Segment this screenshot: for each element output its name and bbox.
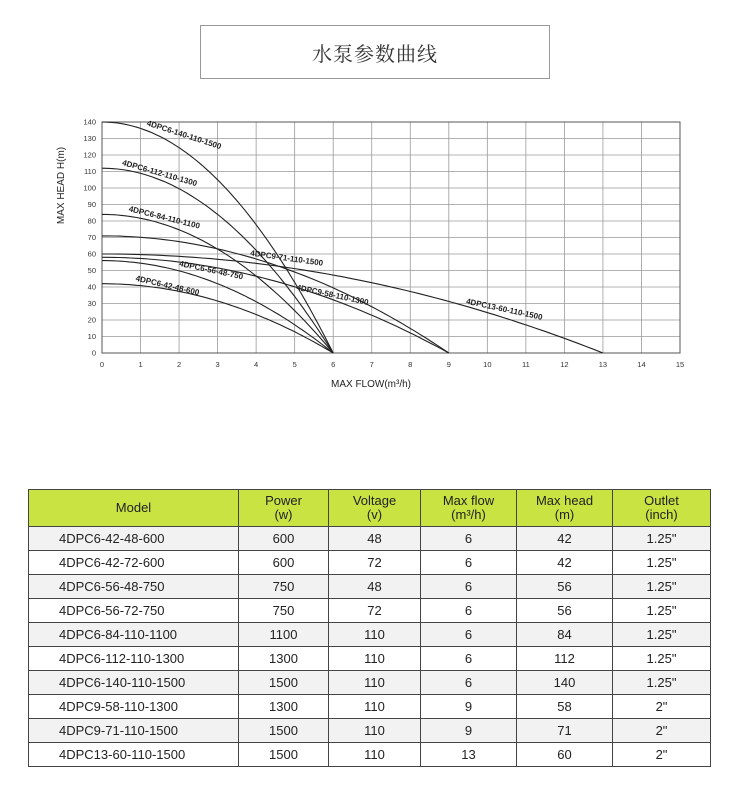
- value-cell: 72: [329, 599, 421, 623]
- y-tick-label: 100: [83, 183, 96, 193]
- header-label: Outlet: [644, 493, 679, 508]
- value-cell: 6: [421, 575, 517, 599]
- value-cell: 71: [517, 719, 613, 743]
- value-cell: 6: [421, 599, 517, 623]
- y-axis-label: MAX HEAD H(m): [56, 146, 67, 225]
- value-cell: 140: [517, 671, 613, 695]
- model-cell: 4DPC6-56-72-750: [29, 599, 239, 623]
- value-cell: 9: [421, 719, 517, 743]
- model-cell: 4DPC13-60-110-1500: [29, 743, 239, 767]
- value-cell: 110: [329, 623, 421, 647]
- curve-label: 4DPC6-84-110-1100: [127, 204, 201, 231]
- table-row: [29, 671, 711, 695]
- model-cell: 4DPC6-140-110-1500: [29, 671, 239, 695]
- header-cell: [517, 490, 613, 527]
- table-header-row: [29, 490, 711, 527]
- x-tick-label: 5: [292, 360, 297, 369]
- value-cell: 6: [421, 647, 517, 671]
- x-tick-label: 0: [99, 360, 105, 369]
- curve-label: 4DPC6-56-48-750: [178, 259, 244, 282]
- x-tick-label: 6: [331, 360, 336, 369]
- header-cell: [421, 490, 517, 527]
- value-cell: 60: [517, 743, 613, 767]
- y-tick-label: 110: [84, 167, 96, 176]
- curve-label: 4DPC9-71-110-1500: [249, 248, 324, 268]
- header-unit: (inch): [645, 507, 678, 522]
- y-tick-label: 70: [87, 233, 96, 242]
- value-cell: 58: [517, 695, 613, 719]
- value-cell: 13: [421, 743, 517, 767]
- table-row: [29, 719, 711, 743]
- value-cell: 600: [239, 551, 329, 575]
- x-tick-label: 1: [138, 360, 143, 369]
- header-label: Max head: [535, 493, 594, 508]
- value-cell: 56: [517, 575, 613, 599]
- value-cell: 9: [421, 695, 517, 719]
- header-unit: (m³/h): [451, 507, 486, 522]
- model-cell: 4DPC6-42-48-600: [29, 527, 239, 551]
- value-cell: 56: [517, 599, 613, 623]
- x-tick-label: 4: [254, 360, 259, 369]
- value-cell: 2": [613, 743, 711, 767]
- value-cell: 110: [329, 647, 421, 671]
- x-tick-label: 11: [521, 360, 530, 369]
- y-tick-label: 130: [83, 134, 96, 143]
- value-cell: 1500: [239, 671, 329, 695]
- table-row: [29, 599, 711, 623]
- value-cell: 110: [329, 695, 421, 719]
- value-cell: 750: [239, 599, 329, 623]
- x-tick-label: 8: [408, 360, 413, 369]
- spec-table: [28, 489, 711, 767]
- value-cell: 750: [239, 575, 329, 599]
- value-cell: 1.25": [613, 623, 711, 647]
- x-tick-label: 3: [215, 360, 220, 369]
- x-axis-label: MAX FLOW(m³/h): [331, 379, 411, 390]
- value-cell: 1.25": [613, 575, 711, 599]
- value-cell: 2": [613, 695, 711, 719]
- table-row: [29, 623, 711, 647]
- header-unit: (w): [274, 507, 293, 522]
- curve-label: 4DPC6-140-110-1500: [145, 118, 223, 152]
- value-cell: 1.25": [613, 527, 711, 551]
- header-label: Power: [265, 493, 302, 508]
- y-tick-label: 0: [91, 348, 96, 358]
- value-cell: 1300: [239, 647, 329, 671]
- table-row: [29, 695, 711, 719]
- value-cell: 1.25": [613, 671, 711, 695]
- value-cell: 42: [517, 551, 613, 575]
- value-cell: 42: [517, 527, 613, 551]
- header-label: Max flow: [442, 493, 495, 508]
- y-tick-label: 30: [87, 299, 96, 308]
- table-row: [29, 743, 711, 767]
- table-row: [29, 527, 711, 551]
- value-cell: 1500: [239, 743, 329, 767]
- model-cell: 4DPC6-42-72-600: [29, 551, 239, 575]
- x-tick-label: 7: [369, 360, 374, 369]
- value-cell: 600: [239, 527, 329, 551]
- y-tick-label: 10: [87, 332, 96, 341]
- x-tick-label: 12: [560, 360, 569, 369]
- model-cell: 4DPC6-56-48-750: [29, 575, 239, 599]
- value-cell: 1300: [239, 695, 329, 719]
- curve-label: 4DPC9-58-110-1300: [295, 282, 370, 307]
- page-title: 水泵参数曲线: [200, 25, 550, 79]
- y-tick-label: 140: [83, 117, 96, 127]
- header-label: Voltage: [352, 493, 397, 508]
- x-tick-label: 2: [176, 360, 182, 369]
- value-cell: 6: [421, 527, 517, 551]
- value-cell: 110: [329, 671, 421, 695]
- value-cell: 6: [421, 623, 517, 647]
- table-row: [29, 647, 711, 671]
- value-cell: 2": [613, 719, 711, 743]
- x-tick-label: 10: [483, 360, 492, 369]
- value-cell: 1.25": [613, 647, 711, 671]
- curve-label: 4DPC6-42-48-600: [134, 273, 201, 298]
- value-cell: 72: [329, 551, 421, 575]
- y-tick-label: 20: [87, 315, 96, 325]
- pump-curve-chart: [0, 100, 750, 400]
- header-unit: (m): [554, 507, 575, 522]
- y-tick-label: 40: [87, 282, 96, 292]
- header-cell: [329, 490, 421, 527]
- header-cell: [239, 490, 329, 527]
- curve-label: 4DPC6-112-110-1300: [121, 158, 199, 189]
- header-cell: [29, 490, 239, 527]
- y-tick-label: 80: [87, 216, 96, 226]
- y-tick-label: 60: [87, 249, 96, 259]
- model-cell: 4DPC9-58-110-1300: [29, 695, 239, 719]
- value-cell: 1100: [239, 623, 329, 647]
- model-cell: 4DPC6-112-110-1300: [29, 647, 239, 671]
- header-cell: [613, 490, 711, 527]
- x-tick-label: 15: [675, 360, 685, 369]
- x-tick-label: 14: [637, 360, 646, 369]
- curve-label: 4DPC13-60-110-1500: [465, 296, 544, 322]
- value-cell: 6: [421, 671, 517, 695]
- y-tick-label: 120: [83, 150, 96, 160]
- value-cell: 6: [421, 551, 517, 575]
- x-tick-label: 13: [598, 360, 608, 369]
- y-tick-label: 90: [87, 200, 96, 209]
- model-cell: 4DPC9-71-110-1500: [29, 719, 239, 743]
- value-cell: 112: [517, 647, 613, 671]
- value-cell: 48: [329, 527, 421, 551]
- table-row: [29, 551, 711, 575]
- value-cell: 1.25": [613, 599, 711, 623]
- x-tick-label: 9: [446, 360, 451, 369]
- value-cell: 48: [329, 575, 421, 599]
- value-cell: 110: [329, 743, 421, 767]
- value-cell: 110: [329, 719, 421, 743]
- value-cell: 1500: [239, 719, 329, 743]
- value-cell: 84: [517, 623, 613, 647]
- header-unit: (v): [366, 507, 383, 522]
- table-row: [29, 575, 711, 599]
- value-cell: 1.25": [613, 551, 711, 575]
- header-label: Model: [115, 500, 152, 515]
- table-body: [29, 527, 711, 767]
- model-cell: 4DPC6-84-110-1100: [29, 623, 239, 647]
- y-tick-label: 50: [87, 266, 96, 275]
